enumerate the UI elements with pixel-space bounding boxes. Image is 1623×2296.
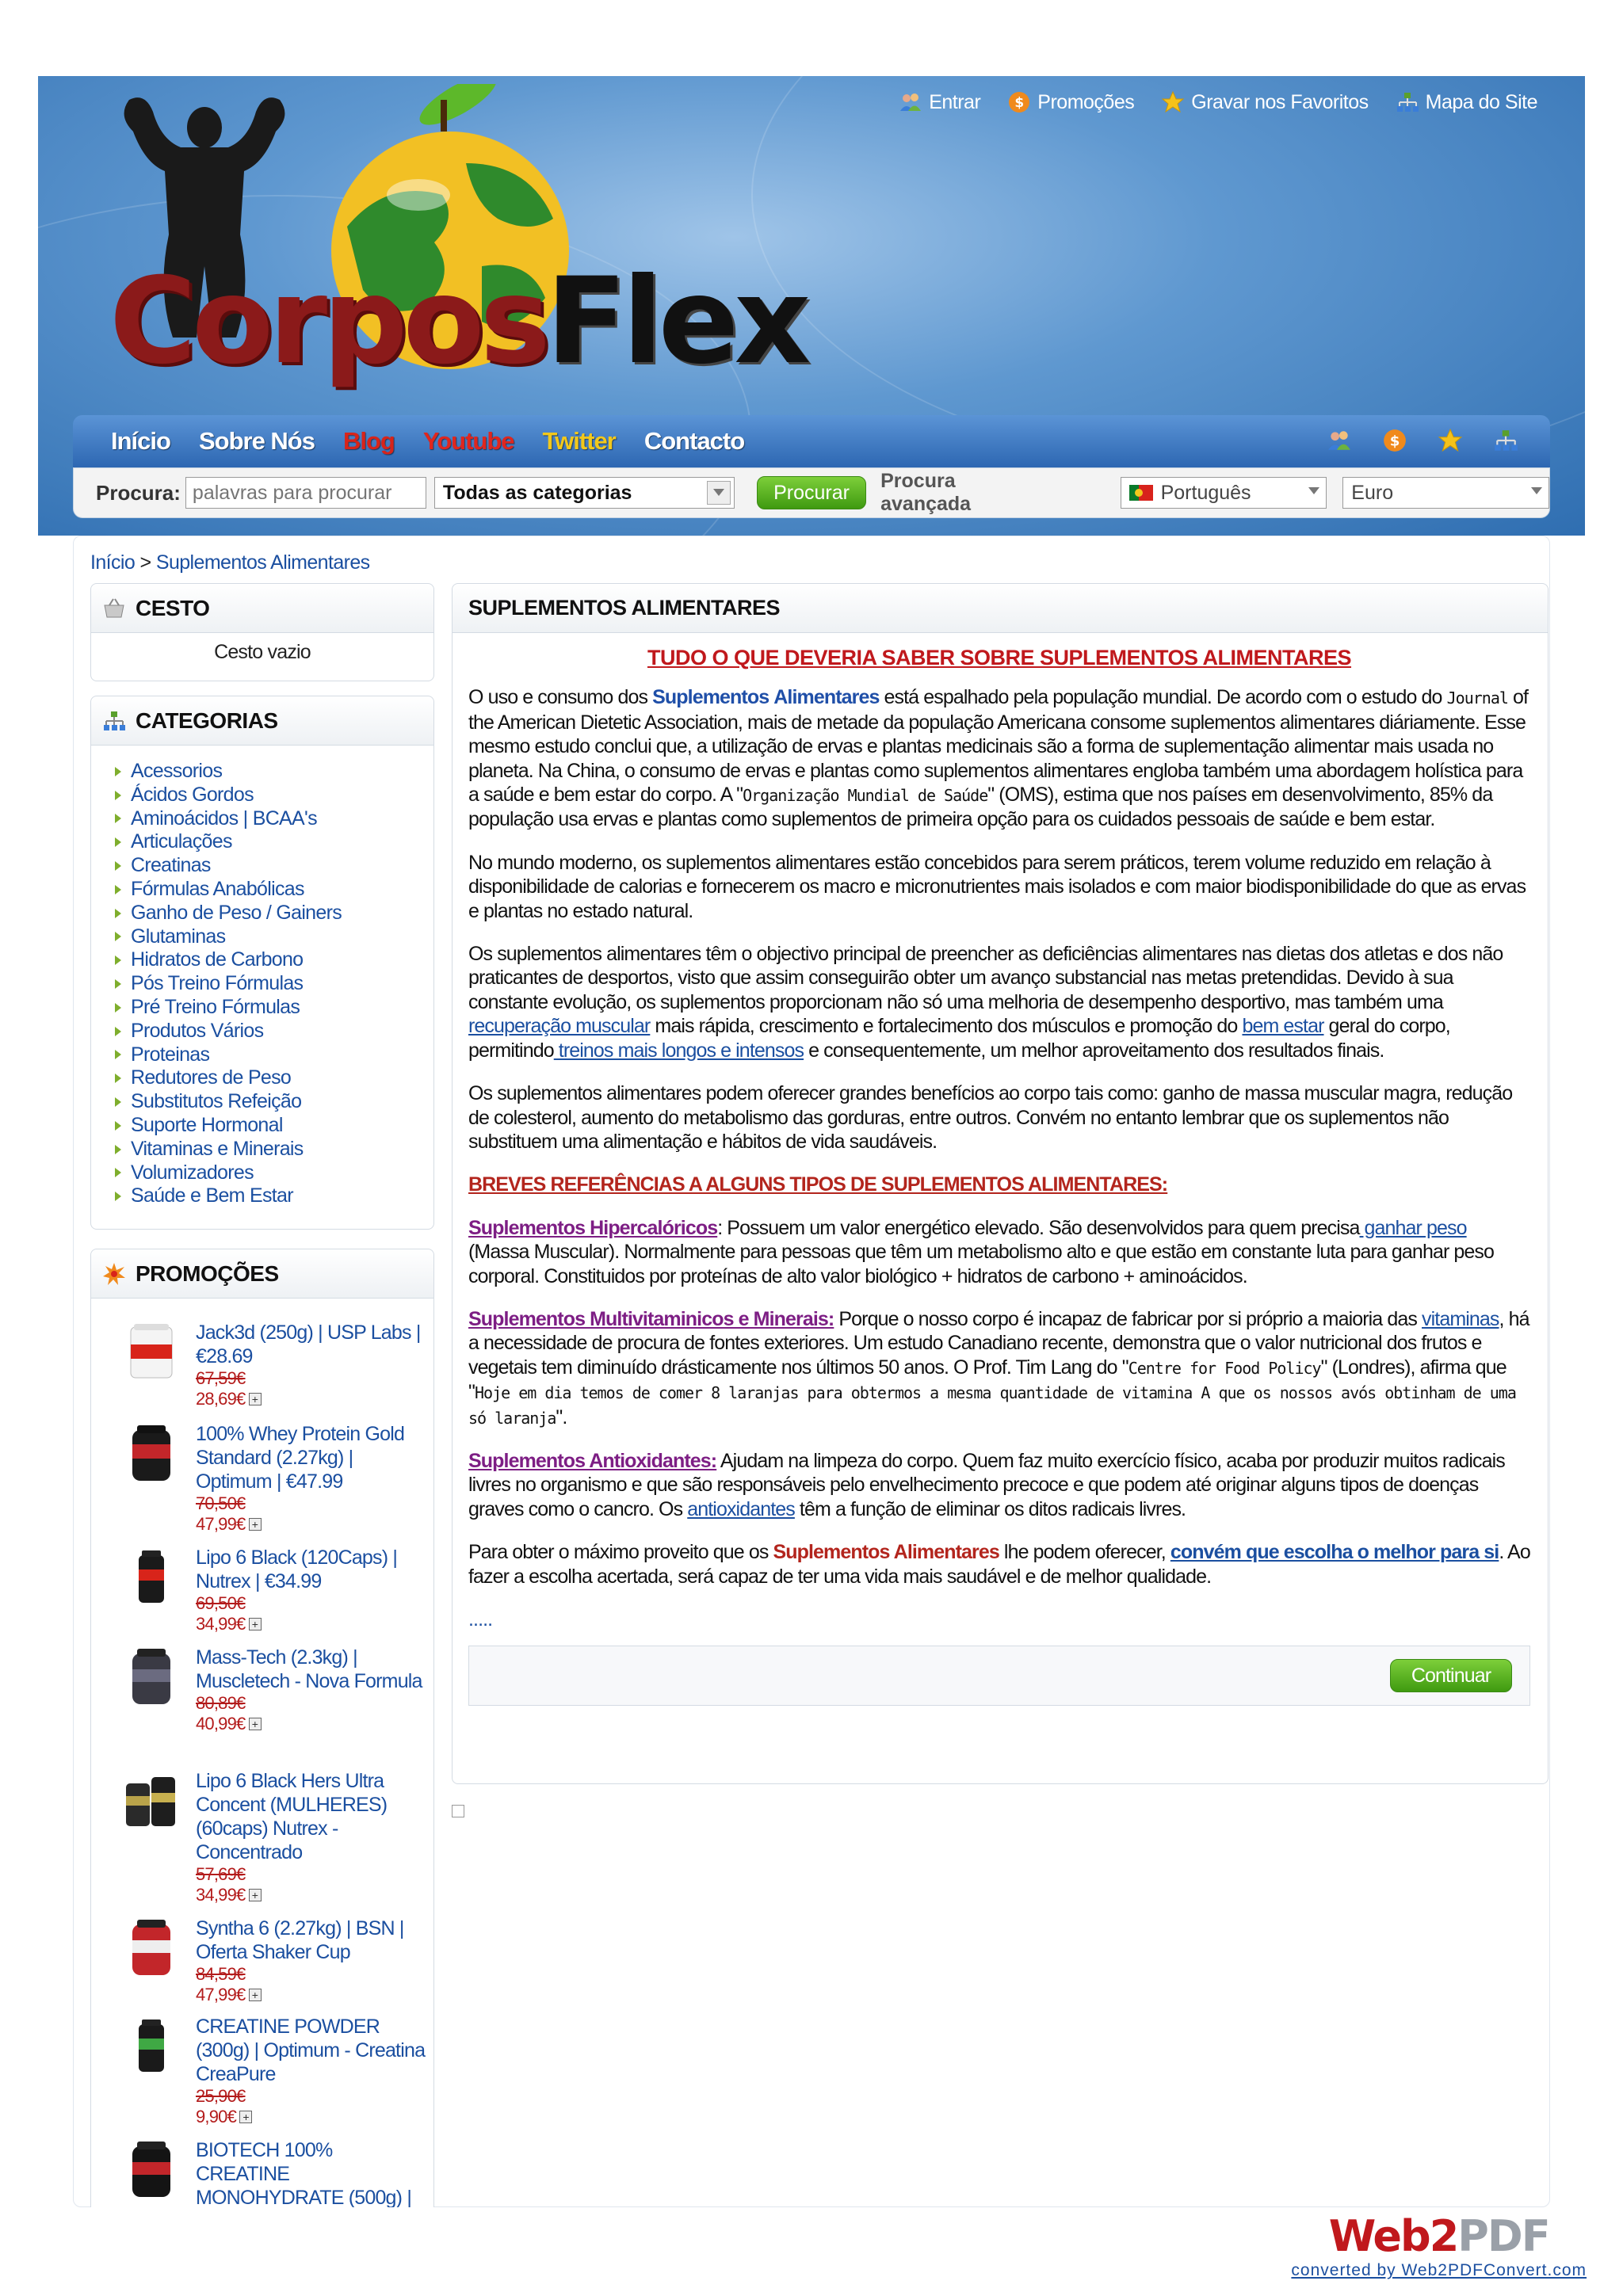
bullet-arrow-icon [115,1121,121,1131]
favorites-label: Gravar nos Favoritos [1191,90,1369,113]
text-run: O uso e consumo dos [468,686,653,709]
sitemap-icon[interactable] [1493,428,1518,453]
category-label: Fórmulas Anabólicas [131,877,304,900]
web2pdf-link[interactable]: converted by Web2PDFConvert.com [1291,2261,1587,2279]
page [38,76,1585,2207]
category-label: Suporte Hormonal [131,1113,283,1136]
training-link[interactable]: treinos mais longos e intensos [553,1039,804,1062]
category-item[interactable] [115,1043,433,1067]
category-item[interactable] [115,878,433,902]
search-input[interactable] [185,477,426,509]
highlight-term: Alimentares [773,686,880,709]
text-run: Hoje em dia temos de comer 8 laranjas para obtermos a mesma quantidade de vitamina A que os nossos avós obtinham de uma só laranja [468,1383,1516,1428]
bullet-arrow-icon [115,1168,121,1177]
logo-part2: Flex [545,253,807,391]
paragraph: No mundo moderno, os suplementos alimentares estão concebidos para serem práticos, terem volume reduzido em relação à disponibilidade de calorias e fornecerem os macro e micronutrientes mais isolados e com maior biodisponibilidade do que as ervas e plantas no estado natural. [468,851,1526,922]
plus-icon[interactable]: + [249,1618,262,1630]
continue-bar [468,1646,1530,1706]
nav-twitter[interactable]: Twitter [542,427,616,455]
logo-part1: Corpos [109,253,546,391]
promo-new-price-value: 34,99€ [196,1614,246,1634]
category-item[interactable] [115,760,433,784]
site-logo[interactable] [86,84,807,417]
vitamins-link[interactable]: vitaminas [1422,1307,1499,1330]
category-item[interactable] [115,1066,433,1090]
promo-text [196,1917,426,2005]
paragraph [468,942,1530,1062]
choose-best-link[interactable]: convém que escolha o melhor para si [1170,1541,1499,1564]
breadcrumb-home[interactable]: Início [90,551,136,574]
bullet-arrow-icon [115,955,121,965]
promo-text [196,1646,426,1734]
chevron-down-icon [1531,487,1542,494]
categories-header [91,696,433,746]
category-item[interactable] [115,784,433,807]
favorites-link[interactable] [1161,90,1368,114]
category-label: Acessorios [131,760,223,782]
promotions-title: PROMOÇÕES [136,1261,279,1286]
text-run: " (OMS), estima que nos países em desenvolvimento, 85% da população usa ervas e plantas como suplementos de primeira opção para os cuidados pessoais de saúde e bem estar. [468,784,1493,831]
category-item[interactable] [115,1020,433,1043]
text-run: geral do corpo, permitindo [468,1015,1450,1062]
text-run: of the American Dietetic Association, mais de metade da população Americana consome suplementos alimentares diáriamente. Esse mesmo estudo conclui que, a utilização de ervas e plantas medicinais são a forma de suplementação alimentar mais usada no planeta. Na China, o consumo de ervas e plantas como suplementos alimentares engloba também uma abordagem holística para a saúde e bem estar do corpo. A " [468,686,1529,807]
product-image[interactable] [123,1769,180,1833]
promo-text [196,2138,426,2207]
promo-new-price [196,1714,426,1734]
categories-box [90,696,434,1230]
promo-new-price [196,1985,426,2005]
category-label: Creatinas [131,854,211,877]
category-label: Vitaminas e Minerais [131,1137,304,1160]
category-label: Aminoácidos | BCAA's [131,807,317,830]
bullet-arrow-icon [115,814,121,823]
currency-select[interactable] [1342,477,1549,509]
text-run: , há a necessidade de procura de fontes exteriores. Um estudo Canadiano recente, demonstra que o valor nutricional dos frutos e vegetais tem diminuído drásticamente nos últimos 50 anos. O Prof. Tim Lang do " [468,1307,1529,1379]
content-title: SUPLEMENTOS ALIMENTARES [468,596,781,620]
content-box [452,583,1549,1784]
coin-icon[interactable] [1382,428,1407,453]
category-item[interactable] [115,854,433,878]
read-more-ellipsis[interactable]: ..... [468,1608,493,1630]
category-item[interactable] [115,1090,433,1114]
promo-name[interactable]: Jack3d (250g) | USP Labs | €28.69 [196,1322,421,1367]
promotions-header [91,1249,433,1299]
promotions-box [90,1249,434,2207]
text-run: Ajudam na limpeza do corpo. Quem faz muito exercício físico, acaba por produzir muitos radicais livres no organismo e que são responsáveis pelo envelhecimento precoce e que podem até originar alguns tipos de doenças graves como o cancro. Os [468,1449,1505,1520]
plus-icon[interactable]: + [249,1393,262,1405]
text-run: têm a função de eliminar os ditos radicais livres. [794,1497,1186,1520]
category-label: Produtos Vários [131,1019,264,1042]
content-header [453,584,1548,633]
cart-box [90,583,434,681]
category-label: Hidratos de Carbono [131,948,304,971]
category-select[interactable] [434,477,735,509]
badge-logo-two: 2 [1429,2211,1458,2261]
cart-header [91,584,433,633]
product-image[interactable] [123,1321,180,1384]
hypercaloric-link[interactable]: Suplementos Hipercalóricos [468,1216,718,1239]
promo-old-price: 70,50€ [196,1493,246,1513]
nav-home[interactable]: Início [111,427,170,455]
users-icon [899,90,922,114]
nav-blog[interactable]: Blog [342,427,395,455]
category-label: Saúde e Bem Estar [131,1184,293,1207]
paragraph [468,1449,1530,1521]
chevron-down-icon [713,489,724,496]
promo-name[interactable]: Lipo 6 Black (120Caps) | Nutrex | €34.99 [196,1547,398,1592]
promo-old-price: 25,90€ [196,2086,246,2106]
text-run: " (Londres), afirma que " [468,1356,1507,1404]
nav-icon-group [1327,428,1518,453]
bullet-arrow-icon [115,909,121,918]
plus-icon[interactable]: + [249,1718,262,1730]
category-item[interactable] [115,1138,433,1161]
text-run: lhe podem oferecer, [999,1541,1170,1564]
basket-icon [102,597,126,620]
web2pdf-badge[interactable] [1291,2211,1587,2280]
category-item[interactable] [115,807,433,831]
login-label: Entrar [929,90,981,113]
star-icon [1161,90,1185,114]
category-label: Redutores de Peso [131,1066,292,1089]
category-item[interactable] [115,1161,433,1185]
article-heading: TUDO O QUE DEVERIA SABER SOBRE SUPLEMENTOS ALIMENTARES [647,646,1352,669]
promo-old-price: 57,69€ [196,1864,246,1884]
logo-wordmark [109,253,807,391]
paragraph: Os suplementos alimentares podem oferecer grandes benefícios ao corpo tais como: ganho de massa muscular magra, redução de colesterol, aumento do metabolismo das gorduras, entre outros. Convém no entanto lembrar que os suplementos não substituem uma alimentação e hábitos de vida saudáveis. [468,1082,1513,1153]
plus-icon[interactable]: + [249,1518,262,1531]
section-subheading: BREVES REFERÊNCIAS A ALGUNS TIPOS DE SUPLEMENTOS ALIMENTARES: [468,1173,1168,1196]
search-button[interactable]: Procurar [757,476,866,509]
categories-title: CATEGORIAS [136,707,278,733]
category-label: Pré Treino Fórmulas [131,995,300,1018]
promo-text [196,1546,426,1634]
sitemap-link[interactable] [1396,90,1537,114]
text-run: ". [556,1405,567,1428]
plus-icon[interactable]: + [239,2111,252,2123]
sitemap-icon [102,709,126,733]
antioxidants-term-link[interactable]: Suplementos Antioxidantes: [468,1449,717,1472]
promo-name[interactable]: Mass-Tech (2.3kg) | Muscletech - Nova Formula [196,1646,422,1692]
category-label: Articulações [131,830,232,853]
promo-text [196,1321,426,1409]
nav-about[interactable]: Sobre Nós [198,427,315,455]
category-label: Volumizadores [131,1161,254,1184]
category-item[interactable] [115,948,433,972]
bullet-arrow-icon [115,1192,121,1201]
promo-name[interactable]: Syntha 6 (2.27kg) | BSN | Oferta Shaker Cup [196,1917,404,1963]
text-run: . Ao fazer a escolha acertada, será capaz de ter uma vida mais saudável e de melhor qualidade. [468,1541,1530,1588]
text-run: Para obter o máximo proveito que os [468,1541,773,1564]
category-select-value: Todas as categorias [442,481,632,504]
promo-text [196,2015,426,2127]
antioxidants-link[interactable]: antioxidantes [687,1497,795,1520]
category-label: Ganho de Peso / Gainers [131,901,342,924]
category-label: Ácidos Gordos [131,783,254,806]
text-run: Organização Mundial de Saúde [743,786,988,806]
text-run: : Possuem um valor energético elevado. São desenvolvidos para quem precisa [717,1216,1360,1239]
promo-new-price [196,2107,426,2127]
paragraph [468,1216,1530,1288]
highlight-term: Suplementos [652,686,769,709]
sitemap-icon [1396,90,1419,114]
badge-logo-pdf: PDF [1457,2211,1549,2261]
bullet-arrow-icon [115,1003,121,1013]
promo-old-price: 84,59€ [196,1964,246,1984]
login-link[interactable] [899,90,980,114]
portugal-flag-icon [1129,485,1153,501]
promo-text [196,1769,426,1905]
text-run: Porque o nosso corpo é incapaz de fabricar por si próprio a maioria das [834,1307,1423,1330]
category-item[interactable] [115,996,433,1020]
cart-title: CESTO [136,595,210,620]
category-item[interactable] [115,1184,433,1208]
category-item[interactable] [115,830,433,854]
category-item[interactable] [115,925,433,949]
text-run: Centre for Food Policy [1128,1358,1321,1378]
product-image[interactable] [123,2015,180,2078]
paragraph [468,1307,1530,1430]
category-item[interactable] [115,972,433,996]
category-label: Pós Treino Fórmulas [131,972,304,995]
bullet-arrow-icon [115,767,121,776]
bullet-arrow-icon [115,861,121,871]
promo-new-price [196,1514,426,1535]
paragraph [468,1540,1530,1589]
advanced-search-link[interactable]: Procura avançada [880,470,972,515]
background-swirl [751,76,1585,472]
bullet-arrow-icon [115,1145,121,1154]
language-value: Português [1160,481,1251,504]
nav-youtube[interactable]: Youtube [422,427,514,455]
promo-new-price-value: 9,90€ [196,2107,237,2126]
coin-icon [1007,90,1031,114]
article-body [453,633,1548,1706]
promo-name[interactable]: Lipo 6 Black Hers Ultra Concent (MULHERES) (60caps) Nutrex - Concentrado [196,1770,388,1863]
promo-old-price: 67,59€ [196,1368,246,1388]
breadcrumb-current[interactable]: Suplementos Alimentares [155,551,370,574]
highlight-term: Suplementos Alimentares [773,1541,999,1564]
badge-logo-web: Web [1328,2211,1430,2261]
nav-contact[interactable]: Contacto [643,427,745,455]
small-checkbox[interactable] [452,1805,464,1817]
users-icon[interactable] [1327,428,1352,453]
promo-new-price-value: 47,99€ [196,1985,246,2004]
bullet-arrow-icon [115,837,121,847]
web2pdf-logo [1291,2211,1587,2261]
promo-new-price-value: 28,69€ [196,1389,246,1409]
category-item[interactable] [115,902,433,925]
promo-new-price-value: 34,99€ [196,1885,246,1905]
muscle-recovery-link[interactable]: recuperação muscular [468,1015,651,1038]
category-label: Glutaminas [131,925,226,948]
svg-text:$: $ [1389,433,1400,450]
burst-icon [102,1262,126,1286]
text-run: Journal [1446,688,1508,708]
sitemap-label: Mapa do Site [1425,90,1537,113]
plus-icon[interactable]: + [249,1989,262,2001]
text-run: mais rápida, crescimento e fortalecimento dos músculos e promoção do [650,1015,1243,1038]
bullet-arrow-icon [115,932,121,941]
promo-old-price: 69,50€ [196,1593,246,1613]
paragraph [468,685,1530,831]
star-icon[interactable] [1438,428,1463,453]
promo-new-price [196,1885,426,1905]
text-run: (Massa Muscular). Normalmente para pessoas que têm um metabolismo alto e que estão em constante luta para ganhar peso corporal. Constituidos por proteínas de alto valor biológico + hidratos de carbono + aminoácidos. [468,1241,1495,1287]
bullet-arrow-icon [115,885,121,894]
plus-icon[interactable]: + [249,1889,262,1901]
promo-new-price [196,1614,426,1634]
header [38,76,1585,536]
promotions-label: Promoções [1037,90,1135,113]
wellbeing-link[interactable]: bem estar [1242,1015,1324,1038]
product-image[interactable] [123,1422,180,1486]
text-run: Os suplementos alimentares têm o objectivo principal de preencher as deficiências alimentares nas dietas dos atletas e dos não praticantes de desportos, visto que assim conseguirão obter um avanço substancial nas metas pretendidas. Devido à sua constante evolução, os suplementos proporcionam não só uma melhoria de desempenho desportivo, mas também uma [468,943,1503,1013]
bullet-arrow-icon [115,1050,121,1059]
search-label: Procura: [96,480,181,505]
main-nav [73,415,1550,467]
category-label: Substitutos Refeição [131,1090,302,1113]
category-list [91,746,433,1208]
promo-new-price [196,1389,426,1409]
bullet-arrow-icon [115,791,121,800]
promo-text [196,1422,426,1535]
cart-empty-text: Cesto vazio [214,641,311,663]
bullet-arrow-icon [115,1074,121,1083]
promo-name[interactable]: CREATINE POWDER (300g) | Optimum - Creatina CreaPure [196,2016,426,2085]
multivitamins-link[interactable]: Suplementos Multivitaminicos e Minerais: [468,1307,834,1330]
breadcrumb-separator: > [139,551,151,574]
bullet-arrow-icon [115,1097,121,1107]
product-image[interactable] [123,1646,180,1709]
promo-name[interactable]: BIOTECH 100% CREATINE MONOHYDRATE (500g) | [196,2139,412,2207]
currency-value: Euro [1351,481,1394,504]
gain-weight-link[interactable]: ganhar peso [1359,1216,1467,1239]
chevron-down-icon [1308,487,1319,494]
continue-button[interactable]: Continuar [1390,1659,1512,1692]
svg-text:$: $ [1014,95,1024,111]
category-label: Proteinas [131,1043,210,1066]
promo-name[interactable]: 100% Whey Protein Gold Standard (2.27kg) | Optimum | €47.99 [196,1423,405,1493]
product-image[interactable] [123,1546,180,1609]
breadcrumb [90,551,370,574]
promo-old-price: 80,89€ [196,1693,246,1713]
promotions-link[interactable] [1007,90,1134,114]
bullet-arrow-icon [115,1027,121,1036]
bullet-arrow-icon [115,979,121,989]
search-bar [73,467,1550,518]
text-run: está espalhado pela população mundial. De acordo com o estudo do [879,686,1447,709]
product-image[interactable] [123,2138,180,2202]
language-select[interactable] [1121,477,1327,509]
text-run: e consequentemente, um melhor aproveitamento dos resultados finais. [804,1039,1384,1062]
promo-new-price-value: 47,99€ [196,1514,246,1534]
top-links [899,90,1537,114]
category-item[interactable] [115,1114,433,1138]
product-image[interactable] [123,1917,180,1980]
promo-new-price-value: 40,99€ [196,1714,246,1733]
